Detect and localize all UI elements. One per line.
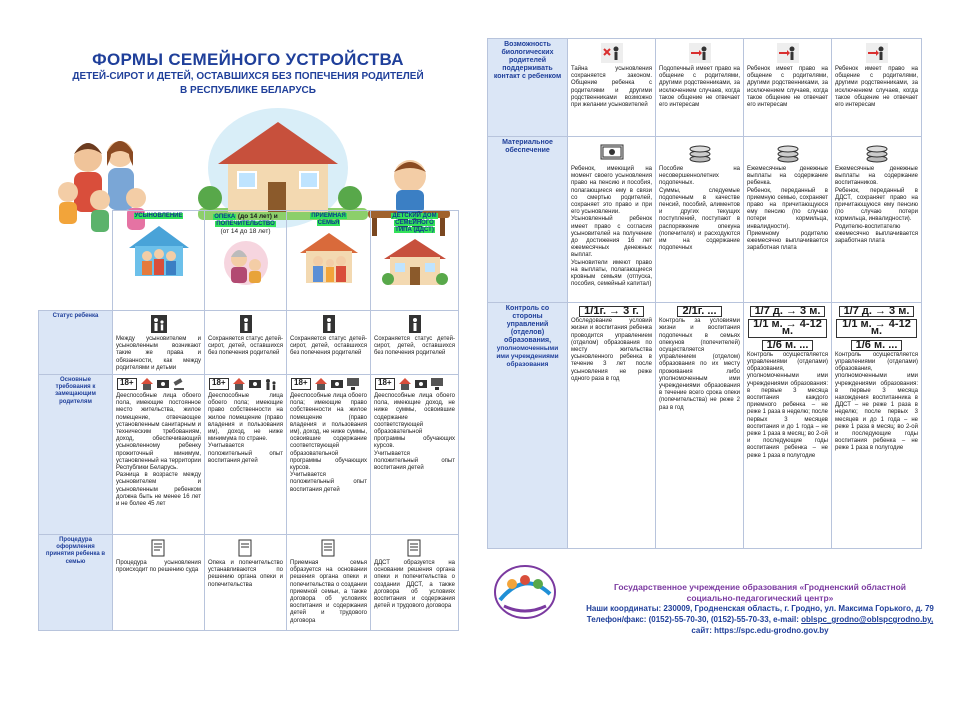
requirements-dds	[371, 375, 459, 535]
house-icon	[314, 377, 328, 391]
control-adoption	[568, 303, 656, 549]
col-dds-label-a: ДЕТСКИЙ ДОМ	[392, 213, 437, 219]
contact-adoption	[568, 39, 656, 137]
row-control-head	[488, 303, 568, 549]
col-guardianship	[205, 211, 287, 311]
requirements-foster-text-1: Дееспособные лица обоего пола; имеющие право собственности на жилое помещение (право владения и пользования им), доход, не ниже суммы, освоившие содержание соответствующей образовательной программы обучающих курсов.	[290, 393, 367, 472]
control-dds-stamp-3: 1/6 м. ...	[851, 340, 903, 351]
money-icon	[330, 377, 344, 391]
money-icon	[156, 377, 170, 391]
row-status	[39, 311, 459, 375]
page-title: ФОРМЫ СЕМЕЙНОГО УСТРОЙСТВА	[92, 50, 404, 69]
house-family-icon	[123, 222, 195, 278]
age-18-badge: 18+	[117, 378, 137, 390]
requirements-adoption	[113, 375, 205, 535]
control-adoption-stamp: 1/1г. → 3 г.	[579, 306, 644, 317]
no-contact-icon	[601, 43, 623, 63]
row-procedure-head: Процедура оформления принятия ребенка в семью	[39, 535, 113, 631]
child-icon	[240, 315, 252, 333]
footer-org-line2: социально-педагогический центр»	[686, 593, 834, 603]
control-dds-text: Контроль осуществляется управлениями (отделами) образования, уполномоченными ими учреждениями образования: в первые 3 месяца нахождения воспитанника в ДДСТ – не реже 1 раза в неделю; после первых 3 месяцев и до 1 года – не реже 1 раза в месяц; во 2-ой и последующие годы воспитания ребенка – не реже 1 раза в полугодие	[835, 351, 918, 452]
material-guardianship-text-2: Суммы, следуемые подопечным в качестве пенсий, пособий, алиментов и других текущих поступлений, поступают в распоряжение опекуна (попечителя) и расходуются им на содержание подопечных	[659, 187, 740, 252]
requirements-foster-text-2: Учитывается положительный опыт воспитания детей	[290, 472, 367, 493]
left-page	[38, 38, 458, 634]
family-house-icon	[380, 237, 450, 287]
footer-site[interactable]: сайт: https://spc.edu-grodno.gov.by	[691, 626, 829, 635]
header-row	[39, 211, 459, 311]
status-dds	[371, 311, 459, 375]
requirements-foster	[287, 375, 371, 535]
material-adoption-text-1: Ребенок, имеющий на момент своего усыновления право на пенсию и пособия, полагающиеся ему в связи со смертью родителей, сохраняет это право и при его усыновлении.	[571, 166, 652, 216]
page-subtitle-1: ДЕТЕЙ-СИРОТ И ДЕТЕЙ, ОСТАВШИХСЯ БЕЗ ПОПЕЧЕНИЯ РОДИТЕЛЕЙ	[72, 71, 424, 82]
gavel-icon	[172, 377, 186, 391]
row-material-head: Материальное обеспечение	[488, 137, 568, 303]
material-dds-text-3: Родителю-воспитателю ежемесячно выплачивается заработная плата	[835, 223, 918, 245]
procedure-dds	[371, 535, 459, 631]
row-contact	[488, 39, 922, 137]
footer-org-line1: Государственное учреждение образования «Гродненский областной	[613, 582, 907, 592]
col-guardianship-label-b: ПОПЕЧИТЕЛЬСТВО	[216, 221, 275, 228]
requirements-adoption-text-2: Разница в возрасте между усыновителем и усыновленным ребенком должна быть не менее 16 лет и не более 45 лет	[116, 472, 201, 508]
requirement-icons	[374, 377, 455, 391]
col-guardianship-note-b: (от 14 до 18 лет)	[220, 228, 271, 236]
footer-phone-text: Телефон/факс: (0152)-55-70-30, (0152)-55-70-33, e-mail:	[586, 615, 799, 624]
procedure-guardianship-text: Опека и попечительство устанавливаются по решению органа опеки и попечительства	[208, 560, 283, 588]
document-pen-icon	[151, 539, 167, 557]
material-adoption-text-3: Усыновители имеют право на выплаты, полагающиеся кровным семьям (отпуска, пособия, семейный капитал)	[571, 259, 652, 288]
requirements-guardianship	[205, 375, 287, 535]
house-icon	[140, 377, 154, 391]
control-foster-text: Контроль осуществляется управлениями (отделами) образования, уполномоченными ими учреждениями образования: в первые 3 месяца воспитания каждого приемного ребенка – не реже 1 раза в неделю; после первых 3 месяцев воспитания и до 1 года – не реже 1 раза в месяц; во 2-ой и последующие годы воспитания ребенка – не реже 1 раза в полугодие	[747, 351, 828, 459]
procedure-foster	[287, 535, 371, 631]
control-dds-stamp-2: 1/1 м. → 4-12 м.	[836, 319, 917, 337]
organization-logo	[492, 562, 558, 620]
procedure-adoption	[113, 535, 205, 631]
forms-table-left	[38, 210, 459, 631]
material-foster	[744, 137, 832, 303]
contract-icon	[321, 539, 337, 557]
material-adoption-text-2: Усыновленный ребенок имеет право с согласия усыновителей на получение до достижения 16 лет ежемесячных денежных выплат.	[571, 216, 652, 259]
control-guardianship-text: Контроль за условиями жизни и воспитания подопечных в семьях опекунов (попечителей) осуществляется управлением (отделом) образования по их месту проживания либо уполномоченным ими учреждениями образования в течение всего срока опеки (попечительства) не реже 2 раз в год	[659, 318, 740, 411]
requirements-adoption-text-1: Дееспособные лица обоего пола, имеющие постоянное место жительства, жилое помещение, отвечающее установленным санитарным и техническим требованиям, доход, обеспечивающий усыновленному ребенку прожиточный минимум, установленный на территории Республики Беларусь.	[116, 393, 201, 472]
row-contact-head: Возможность биологических родителей поддерживать контакт с ребенком	[488, 39, 568, 137]
material-guardianship-text-1: Пособие на несовершеннолетних подопечных.	[659, 166, 740, 187]
material-foster-text-3: Приемному родителю ежемесячно выплачивается заработная плата	[747, 230, 828, 252]
age-18-badge: 18+	[209, 378, 229, 390]
material-adoption	[568, 137, 656, 303]
control-foster-stamp-1: 1/7 д. → 3 м.	[750, 306, 826, 317]
contact-guardianship-text: Подопечный имеет право на общение с родителями, другими родственниками, за исключением случаев, когда такое общение не отвечает его интересам	[659, 66, 740, 109]
contact-dds-text: Ребенок имеет право на общение с родителями, другими родственниками, за исключением случаев, когда такое общение не отвечает его интересам	[835, 66, 918, 109]
teacher-icon	[430, 377, 444, 391]
row-requirements	[39, 375, 459, 535]
status-guardianship-text: Сохраняется статус детей-сирот, детей, оставшихся без попечения родителей	[208, 336, 283, 357]
coins-icon	[775, 141, 801, 163]
row-procedure	[39, 535, 459, 631]
col-dds-label-c: ТИПА (ДДСТ)	[395, 227, 434, 234]
house-icon	[232, 377, 246, 391]
control-guardianship	[656, 303, 744, 549]
control-foster	[744, 303, 832, 549]
row-control-head-a: Контроль со стороны управлений (отделов) образования,	[503, 305, 552, 344]
row-control-head-b: уполномоченными ими учреждениями образования	[496, 345, 559, 368]
procedure-adoption-text: Процедура усыновления происходит по решению суда	[116, 560, 201, 574]
control-dds-stamp-1: 1/7 д. → 3 м.	[839, 306, 915, 317]
requirements-dds-text-1: Дееспособные лица обоего пола, имеющие доход, не ниже суммы, освоившие содержание соответствующей образовательной программы обучающих курсов.	[374, 393, 455, 450]
status-adoption-text: Между усыновителем и усыновленным возникают такие же права и обязанности, как между родителями и детьми	[116, 336, 201, 371]
status-guardianship	[205, 311, 287, 375]
forms-table-right	[487, 38, 922, 549]
foster-family-house-icon	[294, 229, 364, 285]
control-foster-stamp-2: 1/1 м. → 4-12 м.	[748, 319, 827, 337]
col-guardianship-note-a: (до 14 лет) и	[237, 213, 278, 220]
child-icon	[323, 315, 335, 333]
status-adoption	[113, 311, 205, 375]
col-adoption	[113, 211, 205, 311]
contact-adoption-text: Тайна усыновления сохраняется законом. Общение ребенка с родителями и другими родственниками возможно при желании усыновителей	[571, 66, 652, 109]
document-icon	[238, 539, 254, 557]
control-foster-stamp-3: 1/6 м. ...	[762, 340, 814, 351]
col-guardianship-label-a: ОПЕКА	[214, 214, 236, 220]
col-dds-label-b: СЕМЕЙНОГО	[395, 220, 434, 227]
contact-dds	[832, 39, 922, 137]
procedure-guardianship	[205, 535, 287, 631]
contact-guardianship	[656, 39, 744, 137]
requirements-guardianship-text-1: Дееспособные лица обоего пола; имеющие право собственности на жилое помещение (право владения и пользования им), доход, не ниже минимума по стране.	[208, 393, 283, 443]
coins-icon	[687, 141, 713, 163]
footer-email-link[interactable]: oblspc_grodno@oblspcgrodno.by,	[801, 615, 934, 624]
control-dds	[832, 303, 922, 549]
row-status-head: Статус ребенка	[39, 311, 113, 375]
family-icon	[151, 315, 167, 333]
procedure-foster-text: Приемная семья образуется на основании решения органа опеки и попечительства о создании приемной семьи, а также договора об условиях воспитания и содержания детей и трудового договора	[290, 560, 367, 624]
control-guardianship-stamp: 2/1г. ...	[677, 306, 721, 317]
footer-phone	[580, 615, 940, 624]
money-icon	[414, 377, 428, 391]
coins-icon	[864, 141, 890, 163]
col-foster-label-a: ПРИЕМНАЯ	[311, 213, 346, 219]
col-foster-label-b: СЕМЬЯ	[317, 220, 340, 227]
contact-arrow-icon	[777, 43, 799, 63]
row-control	[488, 303, 922, 549]
material-dds	[832, 137, 922, 303]
contact-arrow-icon	[689, 43, 711, 63]
col-adoption-label: УСЫНОВЛЕНИЕ	[134, 213, 183, 219]
family-icon	[264, 377, 278, 391]
row-material	[488, 137, 922, 303]
status-dds-text: Сохраняется статус детей-сирот, детей, оставшихся без попечения родителей	[374, 336, 455, 357]
contract-icon	[407, 539, 423, 557]
col-foster	[287, 211, 371, 311]
footer-address: Наши координаты: 230009, Гродненская область, г. Гродно, ул. Максима Горького, д. 79	[586, 604, 934, 613]
requirement-icons	[116, 377, 201, 391]
material-dds-text-2: Ребенок, переданный в ДДСТ, сохраняет право на причитающуюся ему пенсию (по случаю потери кормильца, инвалидности).	[835, 187, 918, 223]
money-icon	[248, 377, 262, 391]
col-dds	[371, 211, 459, 311]
house-icon	[398, 377, 412, 391]
material-foster-text-2: Ребенок, переданный в приемную семью, сохраняет право на причитающуюся ему пенсию (по случаю потери кормильца, инвалидности).	[747, 187, 828, 230]
procedure-dds-text: ДДСТ образуется на основании решения органа опеки и попечительства о создании ДДСТ, а также договора об условиях воспитания и содержания детей и трудового договора	[374, 560, 455, 610]
material-dds-text-1: Ежемесячные денежные выплаты на содержание воспитанников.	[835, 166, 918, 187]
page-subtitle-2: В РЕСПУБЛИКЕ БЕЛАРУСЬ	[180, 85, 316, 96]
teacher-icon	[346, 377, 360, 391]
contact-foster-text: Ребенок имеет право на общение с родителями, другими родственниками, за исключением случаев, когда такое общение не отвечает его интересам	[747, 66, 828, 109]
age-18-badge: 18+	[375, 378, 395, 390]
status-foster	[287, 311, 371, 375]
age-18-badge: 18+	[291, 378, 311, 390]
requirement-icons	[208, 377, 283, 391]
child-icon	[409, 315, 421, 333]
row-requirements-head: Основные требования к замещающим родителям	[39, 375, 113, 535]
requirement-icons	[290, 377, 367, 391]
material-foster-text-1: Ежемесячные денежные выплаты на содержание ребенка.	[747, 166, 828, 187]
grandparent-child-icon	[213, 239, 279, 287]
status-foster-text: Сохраняется статус детей-сирот, детей, оставшихся без попечения родителей	[290, 336, 367, 357]
contact-foster	[744, 39, 832, 137]
material-guardianship	[656, 137, 744, 303]
control-adoption-text: Обследование условий жизни и воспитания ребенка проводится управлением (отделом) образования по месту жительства усыновленного ребенка в течение 3 лет после усыновления не реже одного раза в год	[571, 318, 652, 382]
right-page	[487, 38, 921, 548]
requirements-dds-text-2: Учитывается положительный опыт воспитания детей	[374, 450, 455, 472]
requirements-guardianship-text-2: Учитывается положительный опыт воспитания детей	[208, 443, 283, 464]
money-stack-icon	[599, 141, 625, 163]
contact-arrow-icon	[866, 43, 888, 63]
